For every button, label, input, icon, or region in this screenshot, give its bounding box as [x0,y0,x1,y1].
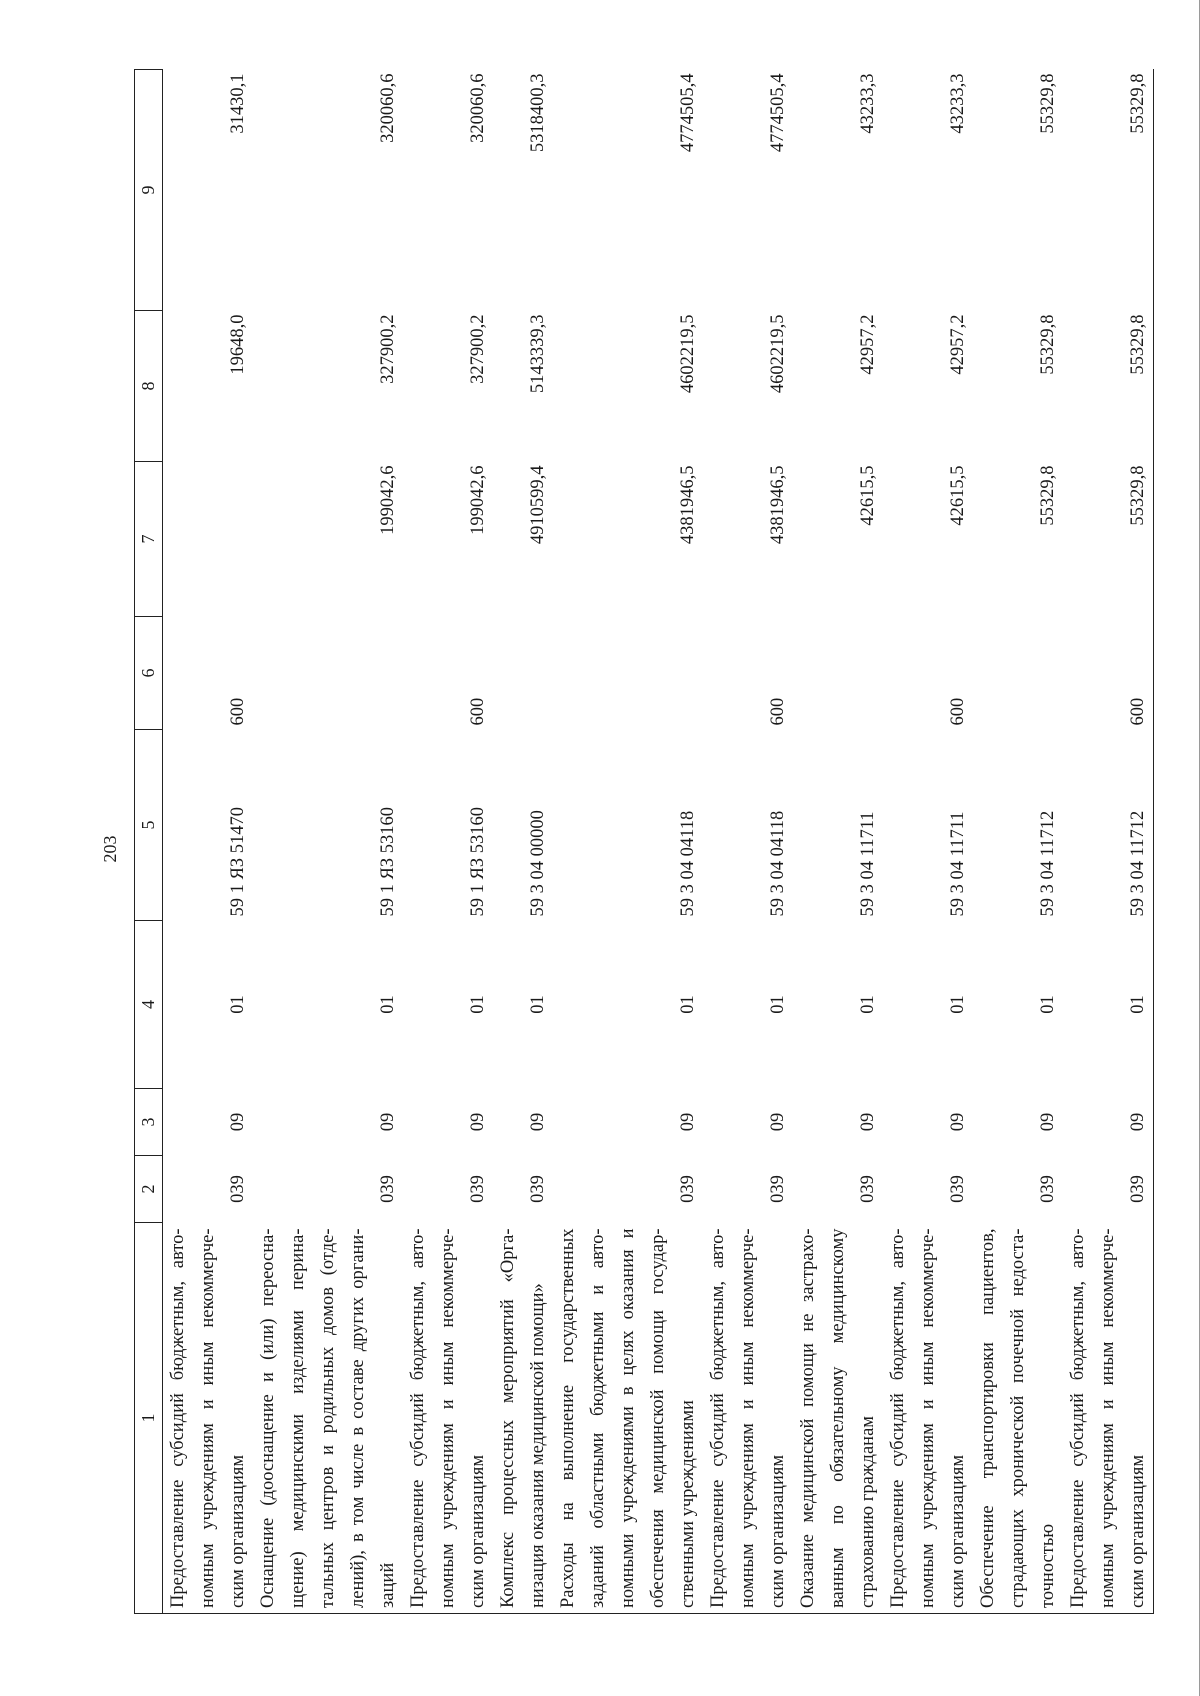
grbs-cell: 039 [228,1175,248,1203]
grbs-cell: 039 [858,1175,878,1203]
subsection-cell: 01 [858,995,878,1014]
amount-col-9-cell: 43233,3 [948,73,968,134]
rotated-page-content [134,70,1196,1614]
amount-col-7-cell: 4381946,5 [768,465,788,545]
expense-type-cell [793,617,883,730]
table-row [703,70,793,1614]
target-article-cell: 59 3 04 11711 [948,811,968,917]
expense-type-cell [553,617,703,730]
expense-type-cell [973,617,1063,730]
name-cell: Комплекс процессных мероприятий «Орга-низация оказания медицинской помощи» [493,1223,553,1614]
grbs-cell: 039 [468,1175,488,1203]
table-row [883,70,973,1614]
grbs-cell: 039 [1038,1175,1058,1203]
name-cell: Обеспечение транспортировки пациентов, страдающих хронической почечной недоста-точностью [973,1223,1063,1614]
target-article-cell: 59 3 04 00000 [528,810,548,917]
table-body [163,70,1154,1614]
subsection-cell: 01 [378,995,398,1014]
table-row [493,70,553,1614]
page-number-text: 203 [100,835,120,863]
amount-col-9-cell: 5318400,3 [528,73,548,153]
grbs-cell: 039 [678,1175,698,1203]
target-article-cell: 59 1 ЯЗ 53160 [468,807,488,917]
budget-table [134,69,1154,1614]
amount-col-7-cell [163,462,254,617]
table-header [135,70,163,1614]
grbs-cell: 039 [948,1175,968,1203]
header-col-2: 2 [135,1156,163,1223]
header-col-4: 4 [135,921,163,1089]
table-row [1063,70,1154,1614]
expense-type-cell: 600 [768,697,788,726]
amount-col-8-cell: 55329,8 [1038,314,1058,375]
subsection-cell: 01 [1038,995,1058,1014]
section-cell: 09 [948,1112,968,1132]
target-article-cell: 59 3 04 04118 [678,810,698,917]
section-cell: 09 [378,1112,398,1132]
section-cell: 09 [858,1112,878,1132]
amount-col-8-cell: 55329,8 [1063,311,1154,462]
target-article-cell: 59 3 04 04118 [768,810,788,917]
section-cell: 09 [228,1112,248,1132]
amount-col-8-cell: 19648,0 [228,314,248,375]
section-cell: 09 [678,1112,698,1132]
amount-col-8-cell: 5143339,3 [528,314,548,394]
header-col-9: 9 [135,70,163,311]
section-cell: 09 [768,1112,788,1132]
amount-col-7-cell: 55329,8 [1038,465,1058,526]
amount-col-9-cell: 320060,6 [378,73,398,143]
table-row [403,70,493,1614]
header-col-8: 8 [135,311,163,462]
amount-col-7-cell: 4910599,4 [528,465,548,545]
amount-col-9-cell: 4774505,4 [678,73,698,153]
section-cell: 09 [528,1112,548,1132]
name-cell: Предоставление субсидий бюджетным, авто-номным учреждениям и иным некоммерче-ским организациям [403,1223,493,1614]
target-article-cell: 59 3 04 11711 [858,811,878,917]
table-row [163,70,254,1614]
grbs-cell: 039 [768,1175,788,1203]
amount-col-7-cell: 42615,5 [948,465,968,526]
amount-col-9-cell: 55329,8 [1038,73,1058,134]
header-col-5: 5 [135,730,163,921]
header-col-3: 3 [135,1089,163,1156]
amount-col-8-cell: 42957,2 [858,314,878,375]
page-number [95,835,125,863]
amount-col-9-cell: 31430,1 [228,73,248,134]
subsection-cell: 01 [768,995,788,1014]
section-cell: 09 [1038,1112,1058,1132]
grbs-cell: 039 [378,1175,398,1203]
amount-col-8-cell: 42957,2 [948,314,968,375]
name-cell: Предоставление субсидий бюджетным, авто-номным учреждениям и иным некоммерче-ским организациям [703,1223,793,1614]
subsection-cell: 01 [228,995,248,1014]
subsection-cell: 01 [468,995,488,1014]
subsection-cell: 01 [1063,921,1154,1089]
table-row [253,70,403,1614]
table-row [973,70,1063,1614]
expense-type-cell: 600 [1063,617,1154,730]
amount-col-8-cell: 4602219,5 [768,314,788,394]
table-row [553,70,703,1614]
table-row [793,70,883,1614]
amount-col-8-cell: 327900,2 [378,314,398,384]
amount-col-9-cell: 4774505,4 [768,73,788,153]
header-row [135,70,163,1614]
amount-col-7-cell: 55329,8 [1063,462,1154,617]
amount-col-7-cell: 199042,6 [468,465,488,535]
amount-col-7-cell: 42615,5 [858,465,878,526]
expense-type-cell: 600 [468,697,488,726]
section-cell: 09 [468,1112,488,1132]
target-article-cell: 59 3 04 11712 [1063,730,1154,921]
header-col-6: 6 [135,617,163,730]
name-cell: Оснащение (дооснащение и (или) переосна-щение) медицинскими изделиями перина-тальных центров и родильных домов (отде-лений), в том числе в составе других органи-заций [253,1223,403,1614]
subsection-cell: 01 [948,995,968,1014]
name-cell: Предоставление субсидий бюджетным, авто-номным учреждениям и иным некоммерче-ским организациям [163,1223,254,1614]
subsection-cell: 01 [678,995,698,1014]
expense-type-cell: 600 [948,697,968,726]
amount-col-7-cell: 199042,6 [378,465,398,535]
header-col-7: 7 [135,462,163,617]
subsection-cell: 01 [528,995,548,1014]
expense-type-cell [493,617,553,730]
section-cell: 09 [1063,1089,1154,1156]
name-cell: Предоставление субсидий бюджетным, авто-номным учреждениям и иным некоммерче-ским организациям [883,1223,973,1614]
amount-col-8-cell: 327900,2 [468,314,488,384]
header-col-1: 1 [135,1223,163,1614]
amount-col-9-cell: 320060,6 [468,73,488,143]
grbs-cell: 039 [1063,1156,1154,1223]
amount-col-9-cell: 43233,3 [858,73,878,134]
amount-col-9-cell: 55329,8 [1063,70,1154,311]
amount-col-8-cell: 4602219,5 [678,314,698,394]
name-cell: Оказание медицинской помощи не застрахо-ванным по обязательному медицинскому страхованию гражданам [793,1223,883,1614]
amount-col-7-cell: 4381946,5 [678,465,698,545]
expense-type-cell [253,617,403,730]
name-cell: Расходы на выполнение государственных заданий областными бюджетными и авто-номными учреждениями в целях оказания и обеспечения медицинской помощи государ-ственными учреждениями [553,1223,703,1614]
name-cell: Предоставление субсидий бюджетным, авто-номным учреждениям и иным некоммерче-ским организациям [1063,1223,1154,1614]
expense-type-cell: 600 [228,697,248,726]
target-article-cell: 59 1 ЯЗ 53160 [378,807,398,917]
grbs-cell: 039 [528,1175,548,1203]
target-article-cell: 59 1 ЯЗ 51470 [228,807,248,917]
target-article-cell: 59 3 04 11712 [1038,810,1058,917]
